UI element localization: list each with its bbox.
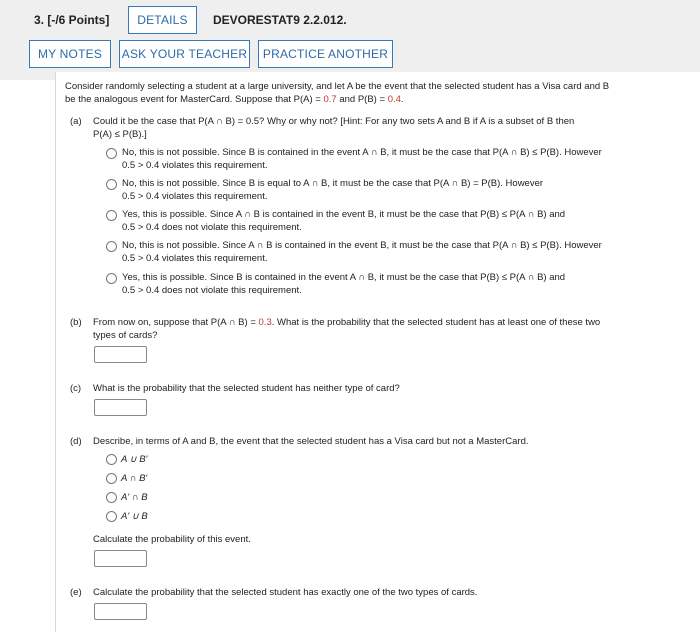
part-d-option-4-radio[interactable] — [106, 511, 117, 522]
prob-ab-value: 0.3 — [258, 317, 272, 328]
part-a-option-4-radio[interactable] — [106, 241, 117, 252]
part-b-label: (b) — [70, 317, 82, 328]
part-d-option-3-label: A' ∩ B — [121, 492, 148, 503]
part-e-answer-input[interactable] — [94, 603, 147, 620]
part-a-option-3-line-2: 0.5 > 0.4 does not violate this requirement. — [122, 222, 302, 233]
part-a-option-4-line-1: No, this is not possible. Since A ∩ B is contained in the event B, it must be the case that P(A ∩ B) ≤ P(B). However — [122, 240, 602, 251]
part-a-option-5-line-1: Yes, this is possible. Since B is contained in the event A ∩ B, it must be the case that P(B) ≤ P(A ∩ B) and — [122, 272, 566, 283]
part-b-answer-input[interactable] — [94, 346, 147, 363]
prob-a-value: 0.7 — [323, 94, 337, 105]
part-a-question-1: Could it be the case that P(A ∩ B) = 0.5? Why or why not? [Hint: For any two sets A and B if A is a subset of B then — [93, 116, 575, 127]
part-e-label: (e) — [70, 587, 82, 598]
my-notes-button[interactable]: MY NOTES — [29, 40, 111, 68]
practice-another-button[interactable]: PRACTICE ANOTHER — [258, 40, 393, 68]
part-a-option-2-radio[interactable] — [106, 179, 117, 190]
part-a-option-5-line-2: 0.5 > 0.4 does not violate this requirement. — [122, 285, 302, 296]
part-a-label: (a) — [70, 116, 82, 127]
prob-b-value: 0.4 — [387, 94, 401, 105]
intro-line-1: Consider randomly selecting a student at a large university, and let A be the event that the selected student has a Visa card and B — [65, 81, 610, 92]
details-button[interactable]: DETAILS — [128, 6, 197, 34]
part-d-option-1-radio[interactable] — [106, 454, 117, 465]
part-b-question-2: types of cards? — [93, 330, 158, 341]
question-header — [0, 0, 700, 80]
part-c-question: What is the probability that the selected student has neither type of card? — [93, 383, 400, 394]
part-c-answer-input[interactable] — [94, 399, 147, 416]
intro-line-2: be the analogous event for MasterCard. Suppose that P(A) = 0.7 and P(B) = 0.4. — [65, 94, 404, 105]
part-c-label: (c) — [70, 383, 82, 394]
part-a-option-1-line-2: 0.5 > 0.4 violates this requirement. — [122, 160, 268, 171]
part-d-question: Describe, in terms of A and B, the event that the selected student has a Visa card but not a MasterCard. — [93, 436, 529, 447]
part-d-option-1-label: A ∪ B' — [121, 454, 148, 465]
part-d-option-4-label: A' ∪ B — [121, 511, 148, 522]
part-d-option-2-radio[interactable] — [106, 473, 117, 484]
part-a-option-1-line-1: No, this is not possible. Since B is contained in the event A ∩ B, it must be the case that P(A ∩ B) ≤ P(B). However — [122, 147, 602, 158]
part-a-option-4-line-2: 0.5 > 0.4 violates this requirement. — [122, 253, 268, 264]
problem-code: DEVORESTAT9 2.2.012. — [213, 13, 347, 27]
part-b-question-1: From now on, suppose that P(A ∩ B) = 0.3. What is the probability that the selected student has at least one of these two — [93, 317, 601, 328]
ask-teacher-button[interactable]: ASK YOUR TEACHER — [119, 40, 250, 68]
question-body — [55, 72, 700, 632]
question-number: 3. [-/6 Points] — [34, 13, 110, 27]
part-d-answer-input[interactable] — [94, 550, 147, 567]
part-d-option-3-radio[interactable] — [106, 492, 117, 503]
part-a-option-1-radio[interactable] — [106, 148, 117, 159]
part-a-option-2-line-2: 0.5 > 0.4 violates this requirement. — [122, 191, 268, 202]
part-d-label: (d) — [70, 436, 82, 447]
part-a-question-2: P(A) ≤ P(B).] — [93, 129, 147, 140]
part-a-option-3-radio[interactable] — [106, 210, 117, 221]
part-e-question: Calculate the probability that the selected student has exactly one of the two types of cards. — [93, 587, 478, 598]
part-d-calc-text: Calculate the probability of this event. — [93, 534, 251, 545]
part-a-option-2-line-1: No, this is not possible. Since B is equal to A ∩ B, it must be the case that P(A ∩ B) = P(B). However — [122, 178, 544, 189]
part-a-option-3-line-1: Yes, this is possible. Since A ∩ B is contained in the event B, it must be the case that P(B) ≤ P(A ∩ B) and — [122, 209, 566, 220]
part-a-option-5-radio[interactable] — [106, 273, 117, 284]
part-d-option-2-label: A ∩ B' — [121, 473, 148, 484]
